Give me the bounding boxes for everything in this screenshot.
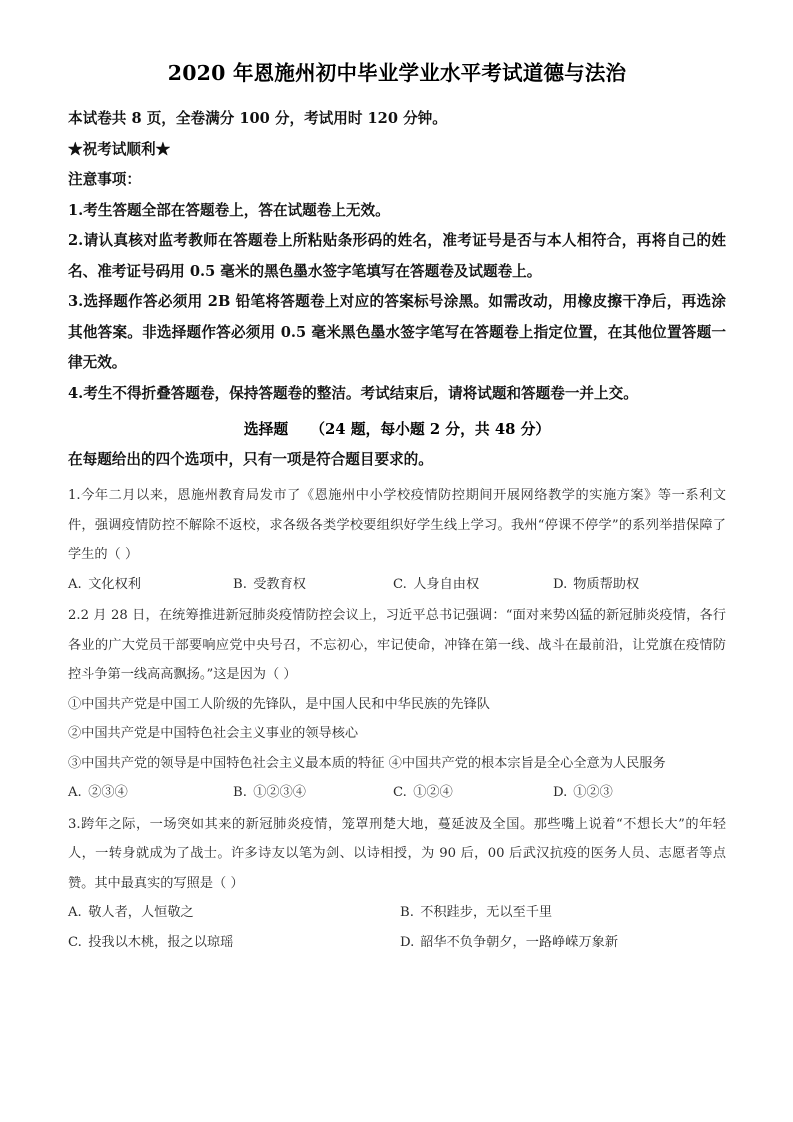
option-text: 受教育权 (253, 576, 306, 592)
exam-info-line: 本试卷共 8 页，全卷满分 100 分，考试用时 120 分钟。 (68, 110, 447, 127)
question-3-option-c[interactable] (68, 928, 233, 958)
option-text: 文化权利 (88, 576, 141, 592)
option-marker: B. (233, 576, 247, 592)
question-1-stem: 1.今年二月以来，恩施州教育局发市了《恩施州中小学校疫情防控期间开展网络教学的实施方案》等一系利文件，强调疫情防控不解除不返校，求各级各类学校要组织好学生线上学习。我州“停课不停学”的系列举措保障了学生的（ ） (68, 488, 726, 562)
option-marker: A. (68, 785, 82, 800)
question-3-option-d[interactable] (400, 928, 618, 958)
notice-item-1: 1.考生答题全部在答题卷上，答在试题卷上无效。 (68, 201, 390, 219)
question-3-options-row-2 (68, 928, 726, 958)
option-text: 韶华不负争朝夕，一路峥嵘万象新 (420, 934, 619, 950)
question-2-options (68, 778, 726, 808)
option-text: ①②③④ (253, 785, 306, 800)
question-2-option-c[interactable] (393, 778, 453, 808)
section-instruction: 在每题给出的四个选项中，只有一项是符合题目要求的。 (68, 451, 433, 468)
option-text: 敬人者，人恒敬之 (88, 905, 194, 920)
question-3-option-b[interactable] (400, 898, 552, 928)
option-marker: C. (393, 785, 407, 800)
option-marker: D. (400, 934, 415, 950)
option-marker: D. (553, 785, 568, 800)
option-marker: C. (68, 934, 82, 950)
question-2-statement-3: ③中国共产党的领导是中国特色社会主义最本质的特征 ④中国共产党的根本宗旨是全心全意为人民服务 (68, 755, 666, 771)
page-content (68, 58, 726, 959)
notice-label: 注意事项： (68, 171, 141, 188)
section-heading-label: 选择题 (243, 421, 289, 438)
question-1-option-b[interactable] (233, 570, 306, 600)
option-text: ②③④ (88, 785, 128, 800)
option-text: ①②④ (413, 785, 453, 800)
exam-header-block (68, 104, 726, 409)
question-3 (68, 810, 726, 958)
notice-item-2: 2.请认真核对监考教师在答题卷上所粘贴条形码的姓名，准考证号是否与本人相符合，再将自己的姓名、准考证号码用 0.5 毫米的黑色墨水签字笔填写在答题卷及试题卷上。 (68, 232, 726, 280)
section-heading (68, 415, 726, 445)
question-2-statement-2: ②中国共产党是中国特色社会主义事业的领导核心 (68, 726, 359, 741)
option-marker: C. (393, 576, 407, 592)
question-1-options (68, 570, 726, 600)
question-1 (68, 481, 726, 599)
question-2-option-a[interactable] (68, 778, 128, 808)
question-2-statement-1: ①中国共产党是中国工人阶级的先锋队，是中国人民和中华民族的先锋队 (68, 696, 490, 712)
question-1-option-a[interactable] (68, 570, 141, 600)
question-2 (68, 601, 726, 808)
option-marker: B. (400, 905, 414, 920)
notice-item-4: 4.考生不得折叠答题卷，保持答题卷的整洁。考试结束后，请将试题和答题卷一并上交。 (68, 384, 638, 402)
good-luck-line: ★祝考试顺利★ (68, 140, 171, 158)
question-1-option-c[interactable] (393, 570, 479, 600)
option-marker: B. (233, 785, 247, 800)
question-1-option-d[interactable] (553, 570, 639, 600)
question-2-stem: 2.2 月 28 日，在统筹推进新冠肺炎疫情防控会议上，习近平总书记强调：“面对来势凶猛的新冠肺炎疫情，各行各业的广大党员干部要响应党中央号召，不忘初心，牢记使命，冲锋在第一线、战斗在最前沿，让党旗在疫情防控斗争第一线高高飘扬。”这是因为（ ） (68, 608, 726, 682)
question-2-option-d[interactable] (553, 778, 613, 808)
notice-item-3: 3.选择题作答必须用 2B 铅笔将答题卷上对应的答案标号涂黑。如需改动，用橡皮擦干净后，再选涂其他答案。非选择题作答必须用 0.5 毫米黑色墨水签字笔写在答题卷上指定位置，在其他位置答题一律无效。 (68, 293, 726, 371)
option-marker: D. (553, 576, 568, 592)
question-3-stem: 3.跨年之际，一场突如其来的新冠肺炎疫情，笼罩刑楚大地，蔓延波及全国。那些嘴上说着“不想长大”的年轻人，一转身就成为了战士。许多诗友以笔为剑、以诗相授，为 90 后，00 后武汉抗疫的医务人员、志愿者等点赞。其中最真实的写照是（ ） (68, 816, 726, 891)
option-text: ①②③ (573, 785, 613, 800)
option-text: 人身自由权 (413, 576, 480, 592)
question-3-option-a[interactable] (68, 898, 194, 928)
section-heading-detail: （24 题，每小题 2 分，共 48 分） (310, 421, 551, 438)
page-title: 2020 年恩施州初中毕业学业水平考试道德与法治 (167, 61, 627, 85)
option-marker: A. (68, 905, 82, 920)
option-text: 投我以木桃，报之以琼瑶 (88, 934, 234, 950)
question-2-option-b[interactable] (233, 778, 306, 808)
option-text: 不积跬步，无以至千里 (420, 905, 553, 920)
option-text: 物质帮助权 (573, 576, 640, 592)
option-marker: A. (68, 576, 82, 592)
question-3-options-row-1 (68, 898, 726, 928)
